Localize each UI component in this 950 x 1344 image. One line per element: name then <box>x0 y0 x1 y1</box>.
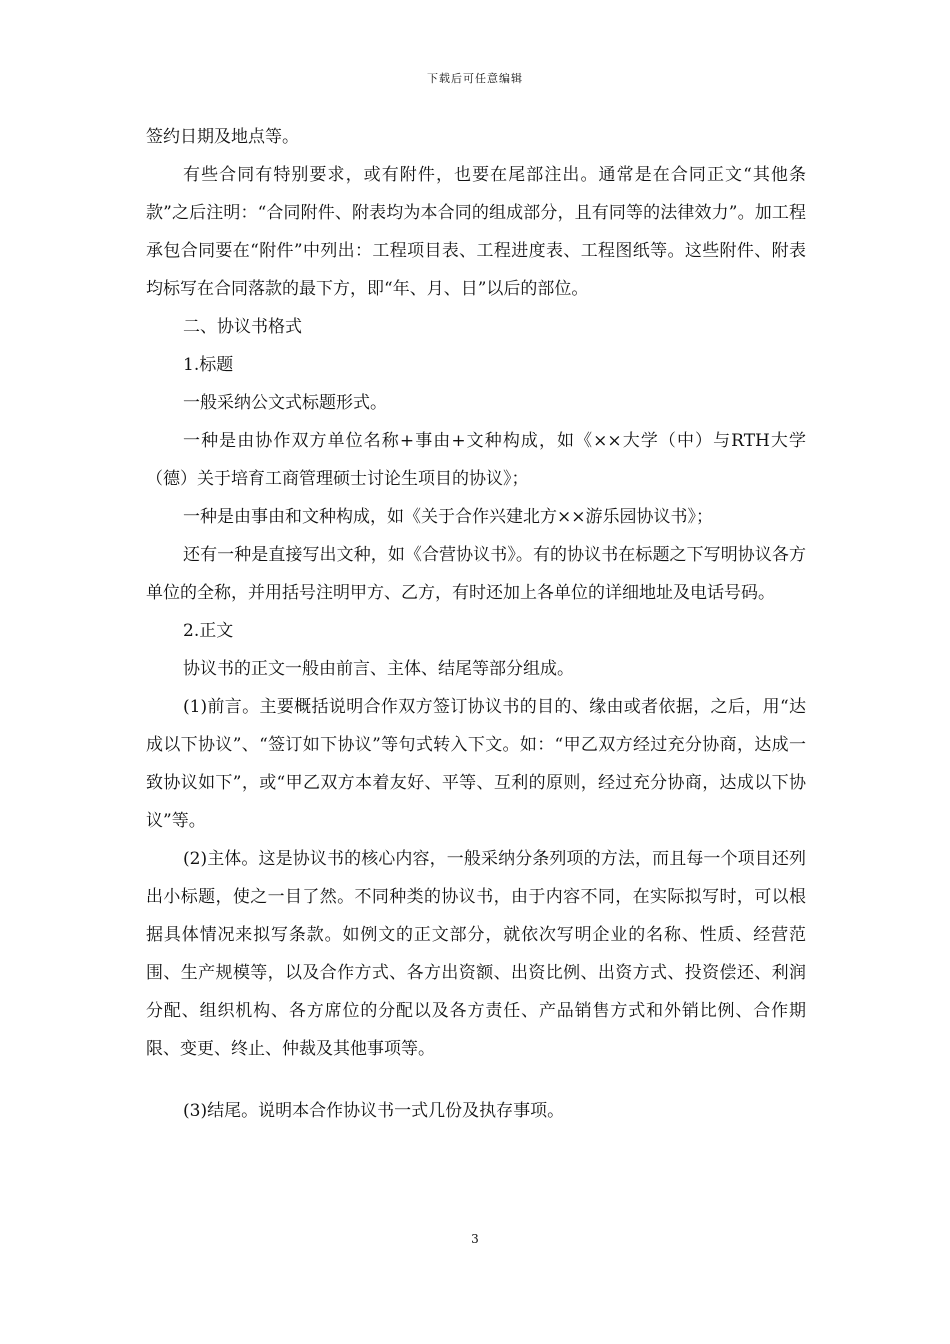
paragraph-body-composition: 协议书的正文一般由前言、主体、结尾等部分组成。 <box>183 659 574 679</box>
header-note: 下载后可任意编辑 <box>427 72 523 85</box>
section-heading-agreement-format: 二、协议书格式 <box>183 317 302 337</box>
paragraph-attachments: 有些合同有特别要求，或有附件，也要在尾部注出。通常是在合同正文“其他条款”之后注明：“合同附件、附表均为本合同的组成部分，且有同等的法律效力”。加工程承包合同要在“附件”中列出：工程项目表、工程进度表、工程图纸等。这些附件、附表均标写在合同落款的最下方，即“年、月、日”以后的部位。 <box>146 165 806 299</box>
subheading-body: 2.正文 <box>183 621 234 641</box>
subheading-title: 1.标题 <box>183 355 234 375</box>
paragraph-title-type-one: 一种是由协作双方单位名称+事由+文种构成，如《××大学（中）与RTH大学（德）关于培育工商管理硕士讨论生项目的协议》； <box>146 431 806 489</box>
paragraph-title-type-three: 还有一种是直接写出文种，如《合营协议书》。有的协议书在标题之下写明协议各方单位的全称，并用括号注明甲方、乙方，有时还加上各单位的详细地址及电话号码。 <box>146 545 806 603</box>
document-body <box>146 118 806 1130</box>
paragraph-signing-date: 签约日期及地点等。 <box>146 127 299 147</box>
paragraph-title-type-two: 一种是由事由和文种构成，如《关于合作兴建北方××游乐园协议书》； <box>183 507 713 527</box>
paragraph-preface: (1)前言。主要概括说明合作双方签订协议书的目的、缘由或者依据，之后，用“达成以下协议”、“签订如下协议”等句式转入下文。如：“甲乙双方经过充分协商，达成一致协议如下”，或“甲乙双方本着友好、平等、互利的原则，经过充分协商，达成以下协议”等。 <box>146 697 806 831</box>
paragraph-ending: (3)结尾。说明本合作协议书一式几份及执存事项。 <box>183 1101 565 1121</box>
page-number: 3 <box>471 1232 479 1246</box>
paragraph-main-body: (2)主体。这是协议书的核心内容，一般采纳分条列项的方法，而且每一个项目还列出小标题，使之一目了然。不同种类的协议书，由于内容不同，在实际拟写时，可以根据具体情况来拟写条款。如例文的正文部分，就依次写明企业的名称、性质、经营范围、生产规模等，以及合作方式、各方出资额、出资比例、出资方式、投资偿还、利润分配、组织机构、各方席位的分配以及各方责任、产品销售方式和外销比例、合作期限、变更、终止、仲裁及其他事项等。 <box>146 849 806 1059</box>
paragraph-title-form: 一般采纳公文式标题形式。 <box>183 393 387 413</box>
